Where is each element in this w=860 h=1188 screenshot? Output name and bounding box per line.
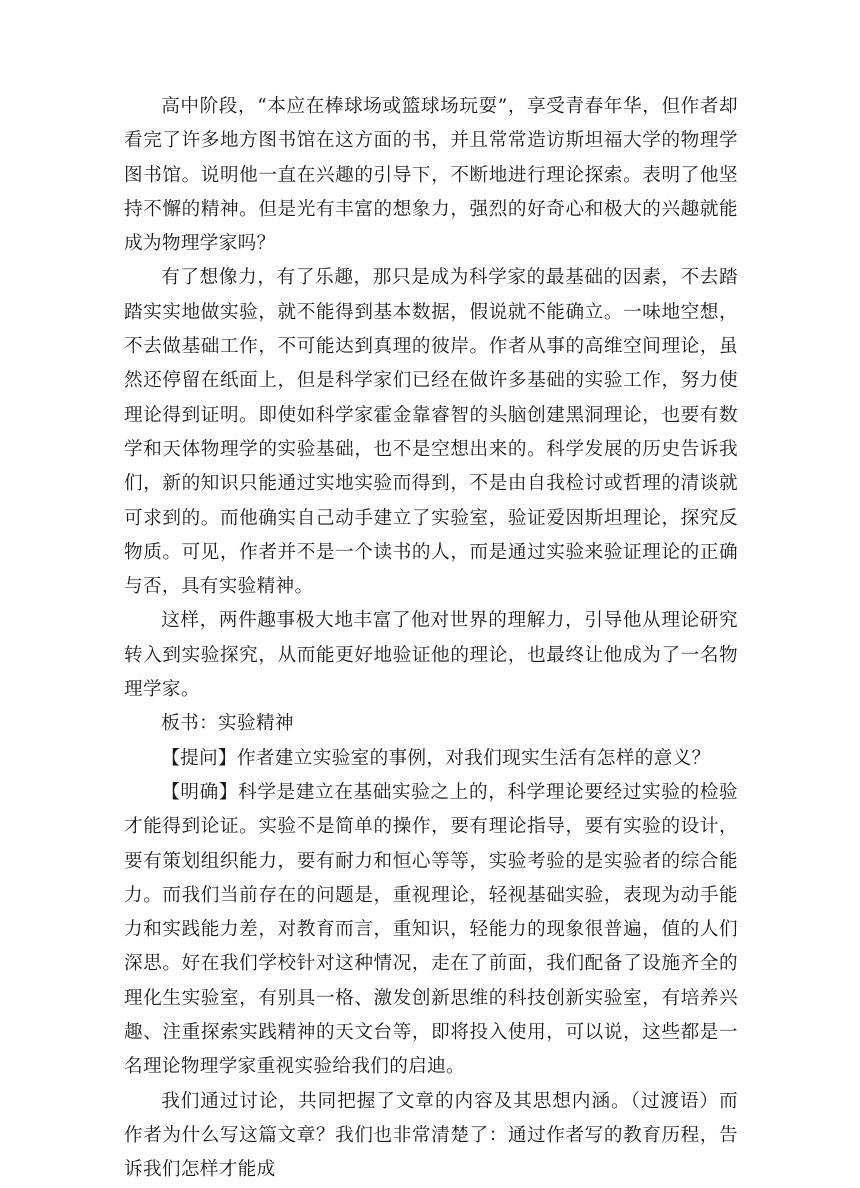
question-paragraph: [124, 742, 738, 776]
blackboard-note: [124, 707, 738, 741]
paragraph-text: 高中阶段，“本应在棒球场或篮球场玩耍”，享受青春年华，但作者却看完了许多地方图书馆在这方面的书，并且常常造访斯坦福大学的物理学图书馆。说明他一直在兴趣的引导下，不断地进行理论探索。表明了他坚持不懈的精神。但是光有丰富的想象力，强烈的好奇心和极大的兴趣就能成为物理学家吗？: [124, 96, 738, 255]
paragraph-high-school: [124, 90, 738, 261]
paragraph-summary: [124, 604, 738, 707]
paragraph-experiment: [124, 261, 738, 604]
paragraph-text: 作者建立实验室的事例，对我们现实生活有怎样的意义？: [236, 747, 711, 769]
paragraph-text: 我们通过讨论，共同把握了文章的内容及其思想内涵。（过渡语）而作者为什么写这篇文章？我们也非常清楚了：通过作者写的教育历程，告诉我们怎样才能成: [124, 1090, 738, 1181]
paragraph-discussion: [124, 1085, 738, 1188]
answer-paragraph: [124, 776, 738, 1085]
paragraph-text: 有了想像力，有了乐趣，那只是成为科学家的最基础的因素，不去踏踏实实地做实验，就不能得到基本数据，假说就不能确立。一味地空想，不去做基础工作，不可能达到真理的彼岸。作者从事的高维空间理论，虽然还停留在纸面上，但是科学家们已经在做许多基础的实验工作，努力使理论得到证明。即使如科学家霍金靠睿智的头脑创建黑洞理论，也要有数学和天体物理学的实验基础，也不是空想出来的。科学发展的历史告诉我们，新的知识只能通过实地实验而得到，不是由自我检讨或哲理的清谈就可求到的。而他确实自己动手建立了实验室，验证爱因斯坦理论，探究反物质。可见，作者并不是一个读书的人，而是通过实验来验证理论的正确与否，具有实验精神。: [124, 267, 738, 598]
paragraph-text: 板书：实验精神: [161, 713, 294, 735]
question-label: 【提问】: [161, 747, 237, 769]
answer-label: 【明确】: [161, 781, 239, 803]
paragraph-text: 科学是建立在基础实验之上的，科学理论要经过实验的检验才能得到论证。实验不是简单的操作，要有理论指导，要有实验的设计，要有策划组织能力，要有耐力和恒心等等，实验考验的是实验者的综合能力。而我们当前存在的问题是，重视理论，轻视基础实验，表现为动手能力和实践能力差，对教育而言，重知识，轻能力的现象很普遍，值的人们深思。好在我们学校针对这种情况，走在了前面，我们配备了设施齐全的理化生实验室，有别具一格、激发创新思维的科技创新实验室，有培养兴趣、注重探索实践精神的天文台等，即将投入使用，可以说，这些都是一名理论物理学家重视实验给我们的启迪。: [124, 781, 738, 1078]
paragraph-text: 这样，两件趣事极大地丰富了他对世界的理解力，引导他从理论研究转入到实验探究，从而能更好地验证他的理论，也最终让他成为了一名物理学家。: [124, 610, 738, 701]
document-page: [124, 90, 738, 1188]
